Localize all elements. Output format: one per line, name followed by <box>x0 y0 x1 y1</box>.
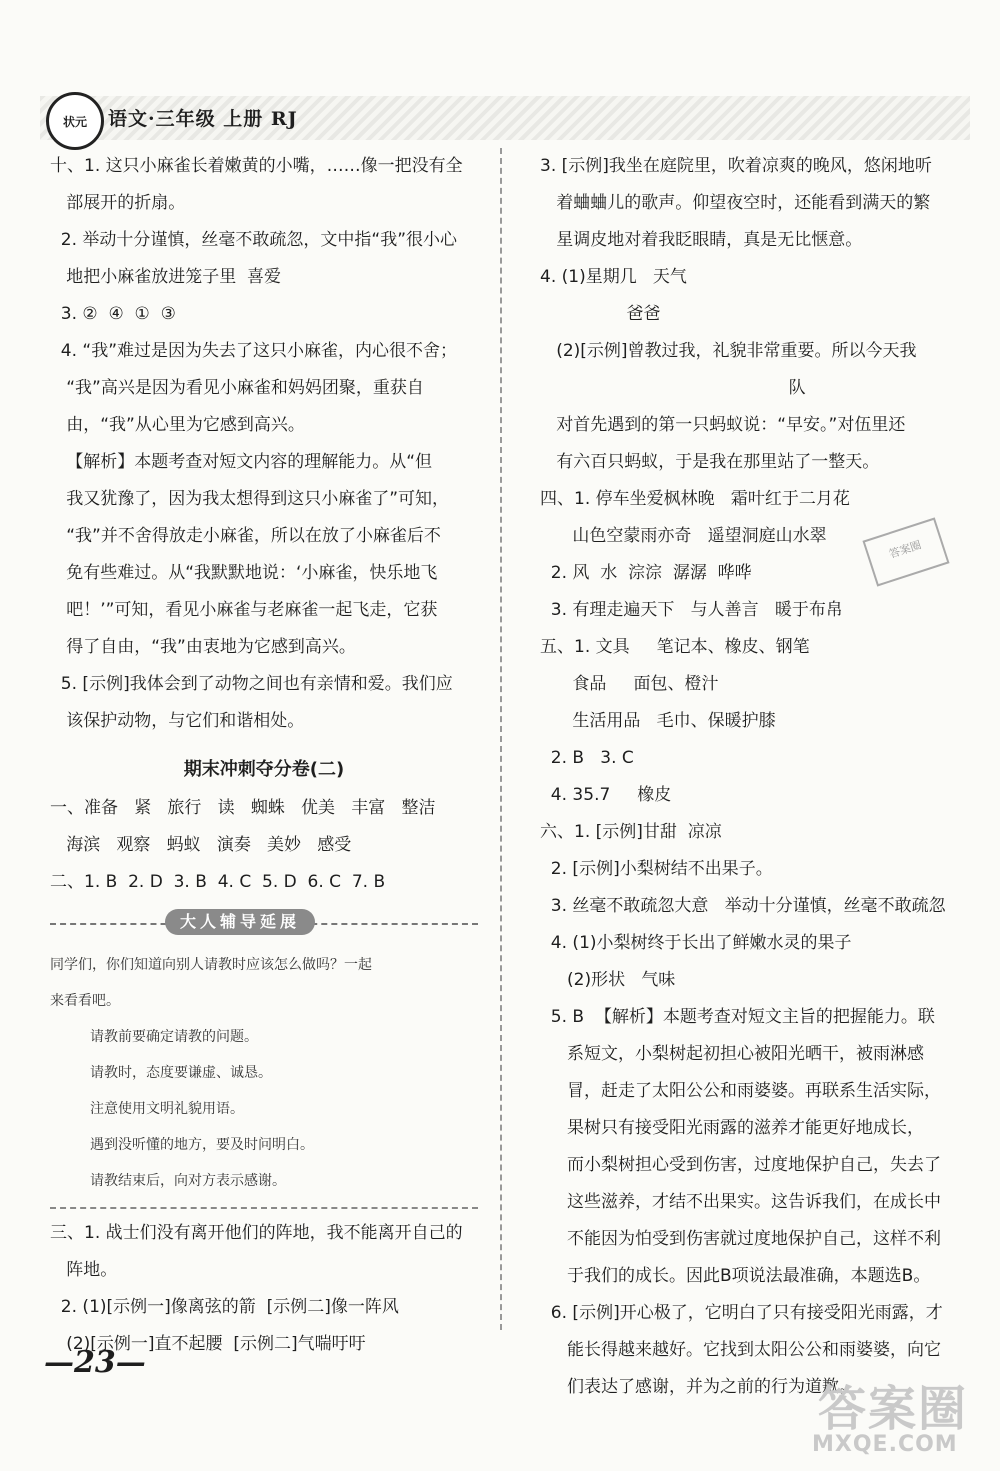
watermark-stamp: 答案圈 <box>862 517 949 586</box>
answer-line: 3. ② ④ ① ③ <box>50 304 176 324</box>
answer-line: 山色空蒙雨亦奇 遥望洞庭山水翠 <box>540 526 827 546</box>
answer-line: 【解析】本题考查对短文内容的理解能力。从“但 <box>50 452 433 472</box>
left-column <box>50 148 478 1363</box>
right-column <box>540 148 960 1406</box>
answer-line: 系短文，小梨树起初担心被阳光晒干，被雨淋感 <box>540 1044 925 1064</box>
watermark-site: 答案圈 <box>818 1381 969 1437</box>
extension-banner <box>50 903 478 943</box>
answer-line: 4. (1)星期几 天气 <box>540 267 687 287</box>
answer-line: 部展开的折扇。 <box>50 193 186 213</box>
tips-divider <box>50 1207 478 1209</box>
answer-line: 2. (1)[示例一]像离弦的箭 [示例二]像一阵风 <box>50 1297 399 1317</box>
answer-line: 果树只有接受阳光雨露的滋养才能更好地成长， <box>540 1118 925 1138</box>
answer-line: 冒，赶走了太阳公公和雨婆婆。再联系生活实际， <box>540 1081 942 1101</box>
answer-line: (2)形状 气味 <box>540 970 676 990</box>
page-number: —23— <box>44 1345 146 1380</box>
answer-line: 一、准备 紧 旅行 读 蜘蛛 优美 丰富 整洁 <box>50 798 436 818</box>
answer-line: 星调皮地对着我眨眼睛，真是无比惬意。 <box>540 230 863 250</box>
answer-line: 阵地。 <box>50 1260 118 1280</box>
answer-line: 我又犹豫了，因为我太想得到这只小麻雀了”可知， <box>50 489 450 509</box>
brand-logo: 状元 <box>46 92 104 150</box>
answer-line: 于我们的成长。因此B项说法最准确，本题选B。 <box>540 1266 931 1286</box>
answer-block-three <box>50 1215 478 1363</box>
answer-line: 免有些难过。从“我默默地说：‘小麻雀，快乐地飞 <box>50 563 438 583</box>
answer-line: 十、1. 这只小麻雀长着嫩黄的小嘴，……像一把没有全 <box>50 156 463 176</box>
tip-line: 来看看吧。 <box>50 993 120 1009</box>
answer-line: 5. [示例]我体会到了动物之间也有亲情和爱。我们应 <box>50 674 453 694</box>
answer-line: 二、1. B 2. D 3. B 4. C 5. D 6. C 7. B <box>50 872 386 892</box>
answer-line: 海滨 观察 蚂蚁 演奏 美妙 感受 <box>50 835 352 855</box>
banner-label: 大人辅导延展 <box>165 909 315 935</box>
tip-line: 同学们，你们知道向别人请教时应该怎么做吗？一起 <box>50 957 372 973</box>
answer-line: 不能因为怕受到伤害就过度地保护自己，这样不利 <box>540 1229 942 1249</box>
answer-line: 地把小麻雀放进笼子里 喜爱 <box>50 267 282 287</box>
answer-line: 爸爸 <box>540 304 661 324</box>
answer-line: 食品 面包、橙汁 <box>540 674 719 694</box>
answer-line: 2. [示例]小梨树结不出果子。 <box>540 859 773 879</box>
answer-line: (2)[示例一]直不起腰 [示例二]气喘吁吁 <box>50 1334 366 1354</box>
answer-line: 而小梨树担心受到伤害，过度地保护自己，失去了 <box>540 1155 942 1175</box>
answer-line: “我”高兴是因为看见小麻雀和妈妈团聚，重获自 <box>50 378 424 398</box>
answer-line: 得了自由，“我”由衷地为它感到高兴。 <box>50 637 356 657</box>
tip-line: 请教前要确定请教的问题。 <box>50 1029 259 1045</box>
answer-line: 三、1. 战士们没有离开他们的阵地，我不能离开自己的 <box>50 1223 463 1243</box>
answer-line: 五、1. 文具 笔记本、橡皮、钢笔 <box>540 637 810 657</box>
answer-line: 2. 举动十分谨慎，丝毫不敢疏忽，文中指“我”很小心 <box>50 230 458 250</box>
answer-line: 该保护动物，与它们和谐相处。 <box>50 711 305 731</box>
tip-line: 请教时，态度要谦虚、诚恳。 <box>50 1065 273 1081</box>
answer-line: 有六百只蚂蚁，于是我在那里站了一整天。 <box>540 452 880 472</box>
answer-line: 能长得越来越好。它找到太阳公公和雨婆婆，向它 <box>540 1340 942 1360</box>
answer-line: 队 <box>540 378 806 398</box>
answer-block-one-two <box>50 790 478 901</box>
answer-block-ten <box>50 148 478 740</box>
answer-line: “我”并不舍得放走小麻雀，所以在放了小麻雀后不 <box>50 526 441 546</box>
answer-line: (2)[示例]曾教过我，礼貌非常重要。所以今天我 <box>540 341 917 361</box>
answer-line: 这些滋养，才结不出果实。这告诉我们，在成长中 <box>540 1192 942 1212</box>
answer-line: 着蛐蛐儿的歌声。仰望夜空时，还能看到满天的繁 <box>540 193 931 213</box>
answer-line: 四、1. 停车坐爱枫林晚 霜叶红于二月花 <box>540 489 850 509</box>
answer-line: 4. 35.7 橡皮 <box>540 785 672 805</box>
page-header-title: 语文·三年级 上册 RJ <box>108 108 298 130</box>
answer-line: 4. “我”难过是因为失去了这只小麻雀，内心很不舍； <box>50 341 458 361</box>
answer-line: 六、1. [示例]甘甜 凉凉 <box>540 822 722 842</box>
answer-line: 4. (1)小梨树终于长出了鲜嫩水灵的果子 <box>540 933 852 953</box>
watermark-url: MXQE.COM <box>812 1432 958 1457</box>
answer-line: 6. [示例]开心极了，它明白了只有接受阳光雨露，才 <box>540 1303 943 1323</box>
answer-line: 对首先遇到的第一只蚂蚁说：“早安。”对伍里还 <box>540 415 906 435</box>
answer-line: 3. 有理走遍天下 与人善言 暖于布帛 <box>540 600 843 620</box>
answer-line: 5. B 【解析】本题考查对短文主旨的把握能力。联 <box>540 1007 935 1027</box>
answer-line: 2. 风 水 淙淙 潺潺 哗哗 <box>540 563 752 583</box>
answer-line: 们表达了感谢，并为之前的行为道歉。 <box>540 1377 857 1397</box>
tip-line: 注意使用文明礼貌用语。 <box>50 1101 245 1117</box>
tips-box <box>50 947 478 1199</box>
answer-line: 生活用品 毛巾、保暖护膝 <box>540 711 776 731</box>
answer-line: 吧！’”可知，看见小麻雀与老麻雀一起飞走，它获 <box>50 600 438 620</box>
tip-line: 请教结束后，向对方表示感谢。 <box>50 1173 287 1189</box>
section-title: 期末冲刺夺分卷(二) <box>183 759 345 780</box>
answer-line: 3. [示例]我坐在庭院里，吹着凉爽的晚风，悠闲地听 <box>540 156 932 176</box>
column-divider <box>500 148 502 1330</box>
answer-line: 3. 丝毫不敢疏忽大意 举动十分谨慎，丝毫不敢疏忽 <box>540 896 946 916</box>
answer-line: 2. B 3. C <box>540 748 634 768</box>
answer-line: 由，“我”从心里为它感到高兴。 <box>50 415 305 435</box>
answer-block-right <box>540 148 960 1406</box>
tip-line: 遇到没听懂的地方，要及时问明白。 <box>50 1137 315 1153</box>
